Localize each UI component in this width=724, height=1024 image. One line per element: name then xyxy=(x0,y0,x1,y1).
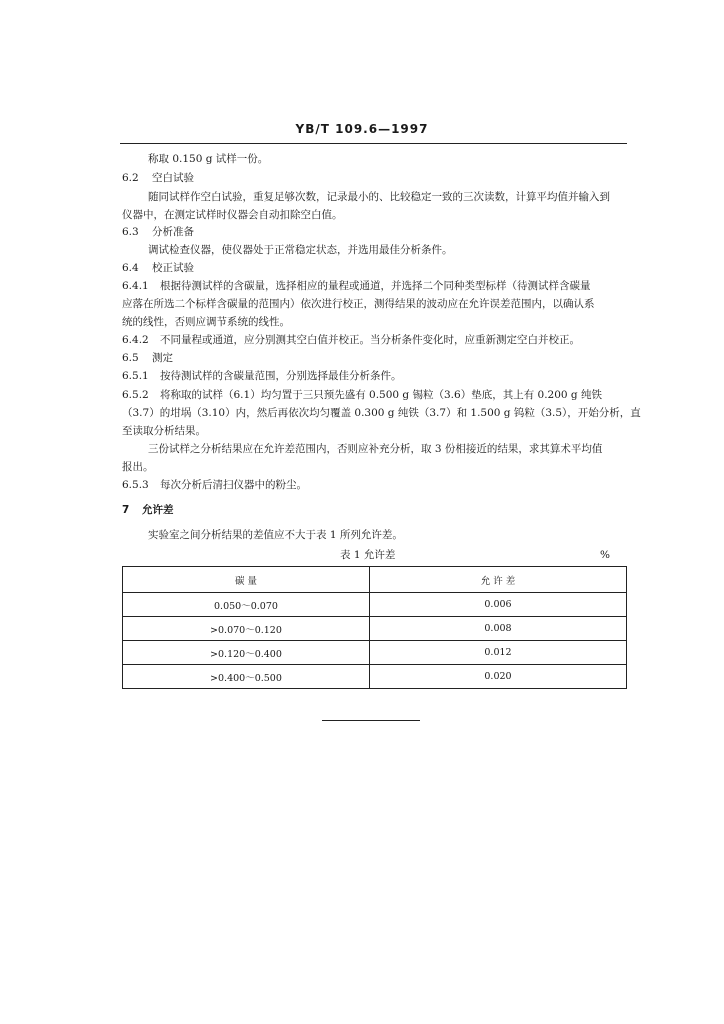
section-number: 6.4 xyxy=(122,262,139,274)
section-6-2-heading xyxy=(122,172,194,185)
clause-number: 6.5.1 xyxy=(122,370,149,382)
paragraph-line: 按待测试样的含碳量范围，分别选择最佳分析条件。 xyxy=(160,370,402,382)
section-number: 6.2 xyxy=(122,172,139,184)
clause-6-4-1 xyxy=(122,280,591,293)
clause-6-4-2 xyxy=(122,334,580,347)
section-6-3-heading xyxy=(122,226,194,239)
table-unit: % xyxy=(600,549,610,561)
clause-number: 6.5.2 xyxy=(122,389,149,401)
table-header-row xyxy=(123,567,627,593)
paragraph-line: （3.7）的坩埚（3.10）内，然后再依次均匀覆盖 0.300 g 纯铁（3.7）和 1.500 g 钨粒（3.5），开始分析，直 xyxy=(122,407,641,419)
section-title: 测定 xyxy=(152,352,173,364)
section-number: 6.3 xyxy=(122,226,139,238)
carbon-range-cell: >0.120～0.400 xyxy=(123,641,370,665)
tolerance-cell: 0.012 xyxy=(369,641,626,665)
carbon-range-cell: >0.070～0.120 xyxy=(123,617,370,641)
paragraph-line: 将称取的试样（6.1）均匀置于三只预先盛有 0.500 g 锡粒（3.6）垫底，其上有 0.200 g 纯铁 xyxy=(160,389,602,401)
table-row xyxy=(123,617,627,641)
carbon-range-cell: 0.050～0.070 xyxy=(123,593,370,617)
table-row xyxy=(123,665,627,689)
paragraph-line: 报出。 xyxy=(122,461,154,473)
tolerance-cell: 0.008 xyxy=(369,617,626,641)
tolerance-table xyxy=(122,566,627,689)
end-of-standard-line xyxy=(322,720,420,721)
tolerance-cell: 0.020 xyxy=(369,665,626,689)
clause-6-5-1 xyxy=(122,370,402,383)
section-6-4-heading xyxy=(122,262,194,275)
paragraph-line: 随同试样作空白试验，重复足够次数，记录最小的、比较稳定一致的三次读数，计算平均值并输入到 xyxy=(148,191,610,203)
standard-code-header: YB/T 109.6—1997 xyxy=(295,122,429,136)
section-number: 6.5 xyxy=(122,352,139,364)
column-header-carbon: 碳 量 xyxy=(123,567,370,593)
clause-number: 6.4.1 xyxy=(122,280,149,292)
weigh-line: 称取 0.150 g 试样一份。 xyxy=(148,153,269,165)
paragraph-line: 统的线性，否则应调节系统的线性。 xyxy=(122,316,290,328)
section-7-heading xyxy=(122,504,174,517)
column-header-tolerance: 允 许 差 xyxy=(369,567,626,593)
paragraph-line: 至读取分析结果。 xyxy=(122,425,206,437)
section-title: 空白试验 xyxy=(152,172,194,184)
tolerance-cell: 0.006 xyxy=(369,593,626,617)
paragraph-line: 每次分析后清扫仪器中的粉尘。 xyxy=(160,479,307,491)
clause-6-5-3 xyxy=(122,479,307,492)
clause-6-5-2 xyxy=(122,389,602,402)
clause-number: 6.4.2 xyxy=(122,334,149,346)
table-caption: 表 1 允许差 xyxy=(340,549,396,561)
paragraph-line: 仪器中，在测定试样时仪器会自动扣除空白值。 xyxy=(122,209,343,221)
table-row xyxy=(123,641,627,665)
carbon-range-cell: >0.400～0.500 xyxy=(123,665,370,689)
header-rule xyxy=(120,143,627,144)
paragraph-line: 应落在所选二个标样含碳量的范围内）依次进行校正，测得结果的波动应在允许误差范围内，以确认系 xyxy=(122,298,595,310)
section-title: 分析准备 xyxy=(152,226,194,238)
paragraph-line: 根据待测试样的含碳量，选择相应的量程或通道，并选择二个同种类型标样（待测试样含碳量 xyxy=(160,280,591,292)
paragraph-line: 调试检查仪器，使仪器处于正常稳定状态，并选用最佳分析条件。 xyxy=(148,244,453,256)
paragraph-line: 不同量程或通道，应分别测其空白值并校正。当分析条件变化时，应重新测定空白并校正。 xyxy=(160,334,580,346)
table-row xyxy=(123,593,627,617)
section-6-5-heading xyxy=(122,352,173,365)
section-title: 允许差 xyxy=(142,504,174,516)
paragraph-line: 实验室之间分析结果的差值应不大于表 1 所列允许差。 xyxy=(148,529,403,541)
section-title: 校正试验 xyxy=(152,262,194,274)
section-number: 7 xyxy=(122,504,130,516)
paragraph-line: 三份试样之分析结果应在允许差范围内，否则应补充分析，取 3 份相接近的结果，求其算术平均值 xyxy=(148,443,603,455)
clause-number: 6.5.3 xyxy=(122,479,149,491)
